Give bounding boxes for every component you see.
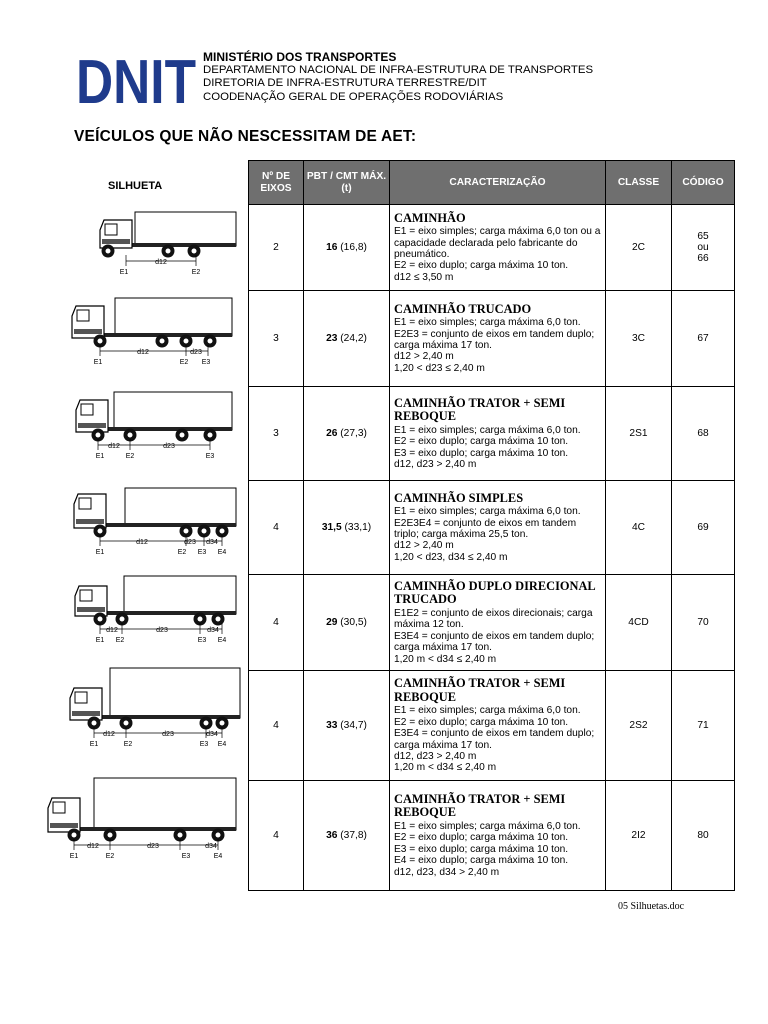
wheel-hub (216, 833, 221, 838)
directorate-line: DIRETORIA DE INFRA-ESTRUTURA TERRESTRE/DIT (203, 77, 487, 90)
cargo-box (135, 212, 236, 246)
wheel-hub (108, 833, 113, 838)
class-cell: 2S2 (606, 671, 672, 781)
wheel-hub (216, 617, 221, 622)
vehicle-name: CAMINHÃO TRATOR + SEMI REBOQUE (394, 395, 566, 424)
description-cell (390, 671, 606, 781)
wheel-hub (98, 529, 103, 534)
description-line: E2E3 = conjunto de eixos em tandem duplo; carga máxima 17 ton. (394, 328, 595, 352)
cab-window (77, 310, 89, 321)
description-line: 1,20 < d23 ≤ 2,40 m (394, 362, 485, 374)
description-header: CARACTERIZAÇÃO (390, 161, 606, 205)
description-line: E3E4 = conjunto de eixos em tandem duplo; carga máxima 17 ton. (394, 728, 595, 751)
axle-label: E2 (179, 359, 189, 366)
description-cell (390, 291, 606, 387)
description-line: d12 > 2,40 m (394, 540, 454, 552)
code-value: 70 (697, 617, 709, 628)
wheel-hub (166, 249, 171, 254)
dimension-label: d12 (87, 843, 99, 850)
code-value: 69 (697, 522, 709, 533)
class-cell: 3C (606, 291, 672, 387)
vehicle-name: CAMINHÃO TRATOR + SEMI REBOQUE (394, 791, 566, 820)
class-cell: 4CD (606, 575, 672, 671)
axle-label: E2 (115, 637, 125, 644)
wheel-hub (208, 433, 213, 438)
axle-label: E3 (197, 637, 207, 644)
description-line: E2 = eixo duplo; carga máxima 10 ton. (394, 716, 569, 728)
table-row (249, 481, 735, 575)
pbt-cell (304, 205, 390, 291)
cab-bumper (78, 423, 106, 428)
cargo-box (115, 298, 232, 336)
dimension-label: d34 (207, 627, 219, 634)
code-cell (672, 671, 735, 781)
class-cell: 2C (606, 205, 672, 291)
footer-filename: 05 Silhuetas.doc (618, 901, 685, 912)
description-line: d12, d23, d34 > 2,40 m (394, 866, 500, 878)
dimension-label: d12 (108, 443, 120, 450)
description-line: E1 = eixo simples; carga máxima 6,0 ton. (394, 705, 581, 717)
wheel-hub (98, 617, 103, 622)
class-cell: 2I2 (606, 781, 672, 891)
dimension-label: d23 (190, 349, 202, 356)
dimension-label: d23 (147, 843, 159, 850)
truck-silhouette (40, 472, 240, 567)
axle-label: E3 (199, 741, 209, 748)
axle-label: E4 (217, 741, 227, 748)
description-line: E3E4 = conjunto de eixos em tandem duplo; carga máxima 17 ton. (394, 630, 595, 654)
table-row (249, 205, 735, 291)
wheel-hub (208, 339, 213, 344)
cab-window (79, 498, 91, 509)
description-line: E1 = eixo simples; carga máxima 6,0 ton. (394, 506, 581, 518)
dnit-logo (76, 48, 197, 117)
cargo-box (125, 488, 236, 526)
pbt-value: 33 (326, 720, 338, 731)
table-row (249, 291, 735, 387)
pbt-cell (304, 671, 390, 781)
description-line: E3 = eixo duplo; carga máxima 10 ton. (394, 843, 569, 855)
axle-label: E3 (205, 453, 215, 460)
axle-label: E1 (95, 453, 105, 460)
code-cell (672, 387, 735, 481)
axle-label: E2 (125, 453, 135, 460)
description-line: d12 > 2,40 m (394, 351, 454, 363)
code-value: 66 (697, 253, 709, 264)
pbt-cell (304, 387, 390, 481)
cab-bumper (77, 607, 105, 612)
description-line: E2E3E4 = conjunto de eixos em tandem triplo; carga máxima 25,5 ton. (394, 517, 577, 541)
cab-window (80, 590, 92, 601)
wheel-hub (202, 529, 207, 534)
table-row (249, 671, 735, 781)
description-cell (390, 481, 606, 575)
pbt-value: 23 (326, 333, 338, 344)
code-cell (672, 291, 735, 387)
class-cell: 4C (606, 481, 672, 575)
wheel-hub (184, 339, 189, 344)
wheel-hub (192, 249, 197, 254)
description-line: d12, d23 > 2,40 m (394, 750, 477, 762)
cab-bumper (72, 711, 100, 716)
dimension-label: d23 (156, 627, 168, 634)
axles-cell: 3 (249, 291, 304, 387)
table-row (249, 387, 735, 481)
svg-text:DNIT: DNIT (76, 48, 197, 117)
axle-label: E1 (89, 741, 99, 748)
cab-bumper (102, 239, 130, 244)
wheel-hub (160, 339, 165, 344)
code-value: 68 (697, 428, 709, 439)
axles-cell: 4 (249, 481, 304, 575)
code-value: 71 (697, 720, 709, 731)
cab-bumper (74, 329, 102, 334)
dimension-label: d12 (155, 259, 167, 266)
wheel-hub (220, 721, 225, 726)
ministry-line: MINISTÉRIO DOS TRANSPORTES (203, 50, 397, 64)
description-line: d12 ≤ 3,50 m (394, 271, 454, 283)
axle-label: E3 (197, 549, 207, 556)
description-line: 1,20 m < d34 ≤ 2,40 m (394, 762, 497, 774)
description-line: E4 = eixo duplo; carga máxima 10 ton. (394, 855, 569, 867)
vehicle-name: CAMINHÃO TRUCADO (394, 301, 532, 316)
cargo-box (94, 778, 236, 830)
cmt-value: (16,8) (340, 242, 367, 253)
cargo-box (110, 668, 240, 718)
axles-cell: 4 (249, 781, 304, 891)
code-value: 65 (697, 231, 709, 242)
code-value: 67 (697, 333, 709, 344)
class-header: CLASSE (606, 161, 672, 205)
truck-silhouette (40, 376, 240, 471)
description-line: E1 = eixo simples; carga máxima 6,0 ton ou a capacidade declarada pelo fabricante do pneumático. (394, 226, 601, 261)
pbt-cell (304, 291, 390, 387)
wheel-hub (72, 833, 77, 838)
code-cell (672, 481, 735, 575)
truck-silhouette (40, 770, 240, 865)
vehicle-name: CAMINHÃO TRATOR + SEMI REBOQUE (394, 676, 566, 704)
axles-cell: 4 (249, 671, 304, 781)
axles-cell: 3 (249, 387, 304, 481)
description-line: 1,20 m < d34 ≤ 2,40 m (394, 653, 497, 665)
description-line: E2 = eixo duplo; carga máxima 10 ton. (394, 832, 569, 844)
cmt-value: (24,2) (340, 333, 367, 344)
description-line: E2 = eixo duplo; carga máxima 10 ton. (394, 260, 569, 272)
dimension-label: d23 (184, 539, 196, 546)
axle-label: E1 (119, 269, 129, 276)
code-value: 80 (697, 830, 709, 841)
vehicle-name: CAMINHÃO SIMPLES (394, 490, 524, 505)
cmt-value: (37,8) (340, 830, 367, 841)
description-cell (390, 781, 606, 891)
cmt-value: (33,1) (344, 522, 372, 533)
truck-silhouette (40, 196, 240, 291)
description-line: E2 = eixo duplo; carga máxima 10 ton. (394, 436, 569, 448)
table-row (249, 781, 735, 891)
description-line: E1 = eixo simples; carga máxima 6,0 ton. (394, 317, 581, 329)
wheel-hub (124, 721, 129, 726)
pbt-header: PBT / CMT MÁX. (t) (304, 161, 390, 205)
wheel-hub (106, 249, 111, 254)
dimension-label: d23 (162, 731, 174, 738)
silhouette-column-header: SILHUETA (108, 180, 163, 192)
dimension-label: d23 (163, 443, 175, 450)
description-line: E1 = eixo simples; carga máxima 6,0 ton. (394, 424, 581, 436)
pbt-value: 29 (326, 617, 338, 628)
dimension-label: d12 (103, 731, 115, 738)
axles-cell: 4 (249, 575, 304, 671)
description-line: E3 = eixo duplo; carga máxima 10 ton. (394, 447, 569, 459)
code-cell (672, 575, 735, 671)
axles-cell: 2 (249, 205, 304, 291)
cab-bumper (50, 823, 78, 828)
wheel-hub (184, 529, 189, 534)
cmt-value: (34,7) (340, 720, 367, 731)
dimension-label: d34 (206, 731, 218, 738)
axle-label: E1 (93, 359, 103, 366)
pbt-cell (304, 575, 390, 671)
code-header: CÓDIGO (672, 161, 735, 205)
wheel-hub (96, 433, 101, 438)
axle-label: E2 (177, 549, 187, 556)
pbt-value: 36 (326, 830, 338, 841)
axle-label: E2 (105, 853, 115, 860)
pbt-cell (304, 481, 390, 575)
truck-silhouette (40, 660, 240, 755)
cargo-box (114, 392, 232, 430)
description-line: d12, d23 > 2,40 m (394, 458, 477, 470)
axle-label: E4 (217, 549, 227, 556)
dimension-label: d34 (206, 539, 218, 546)
code-cell (672, 781, 735, 891)
axle-label: E2 (123, 741, 133, 748)
pbt-value: 26 (326, 428, 338, 439)
cmt-value: (30,5) (340, 617, 367, 628)
pbt-value: 16 (326, 242, 338, 253)
wheel-hub (128, 433, 133, 438)
cab-window (75, 692, 87, 703)
code-cell (672, 205, 735, 291)
table-header-row (249, 161, 735, 205)
cargo-box (124, 576, 236, 614)
axle-label: E1 (95, 637, 105, 644)
wheel-hub (178, 833, 183, 838)
code-value: ou (697, 242, 709, 253)
cmt-value: (27,3) (340, 428, 367, 439)
wheel-hub (220, 529, 225, 534)
description-line: E1E2 = conjunto de eixos direcionais; carga máxima 12 ton. (394, 607, 593, 631)
cab-window (105, 224, 117, 235)
wheel-hub (92, 721, 97, 726)
axle-label: E4 (213, 853, 223, 860)
wheel-hub (180, 433, 185, 438)
description-cell (390, 205, 606, 291)
vehicle-name: CAMINHÃO (394, 210, 466, 225)
dimension-label: d34 (205, 843, 217, 850)
pbt-cell (304, 781, 390, 891)
table-row (249, 575, 735, 671)
department-line: DEPARTAMENTO NACIONAL DE INFRA-ESTRUTURA DE TRANSPORTES (203, 64, 594, 77)
axle-label: E3 (201, 359, 211, 366)
dimension-label: d12 (136, 539, 148, 546)
description-cell (390, 575, 606, 671)
class-cell: 2S1 (606, 387, 672, 481)
cab-window (81, 404, 93, 415)
coordination-line: COODENAÇÃO GERAL DE OPERAÇÕES RODOVIÁRIAS (203, 90, 504, 103)
truck-silhouette (40, 566, 240, 661)
cab-bumper (76, 519, 104, 524)
vehicle-name: CAMINHÃO DUPLO DIRECIONAL TRUCADO (394, 578, 596, 607)
axle-label: E4 (217, 637, 227, 644)
axles-header: Nº DE EIXOS (249, 161, 304, 205)
axle-label: E2 (191, 269, 201, 276)
truck-silhouette (40, 282, 240, 377)
wheel-hub (198, 617, 203, 622)
description-line: 1,20 < d23, d34 ≤ 2,40 m (394, 551, 508, 563)
description-line: E1 = eixo simples; carga máxima 6,0 ton. (394, 820, 581, 832)
header-block (203, 51, 593, 104)
wheel-hub (120, 617, 125, 622)
pbt-value: 31,5 (321, 522, 342, 533)
wheel-hub (98, 339, 103, 344)
cab-window (53, 802, 65, 813)
wheel-hub (204, 721, 209, 726)
axle-label: E1 (95, 549, 105, 556)
axle-label: E1 (69, 853, 79, 860)
page-heading: VEÍCULOS QUE NÃO NESCESSITAM DE AET: (74, 128, 417, 145)
dimension-label: d12 (137, 349, 149, 356)
description-cell (390, 387, 606, 481)
dimension-label: d12 (106, 627, 118, 634)
axle-label: E3 (181, 853, 191, 860)
vehicle-table (248, 160, 735, 891)
